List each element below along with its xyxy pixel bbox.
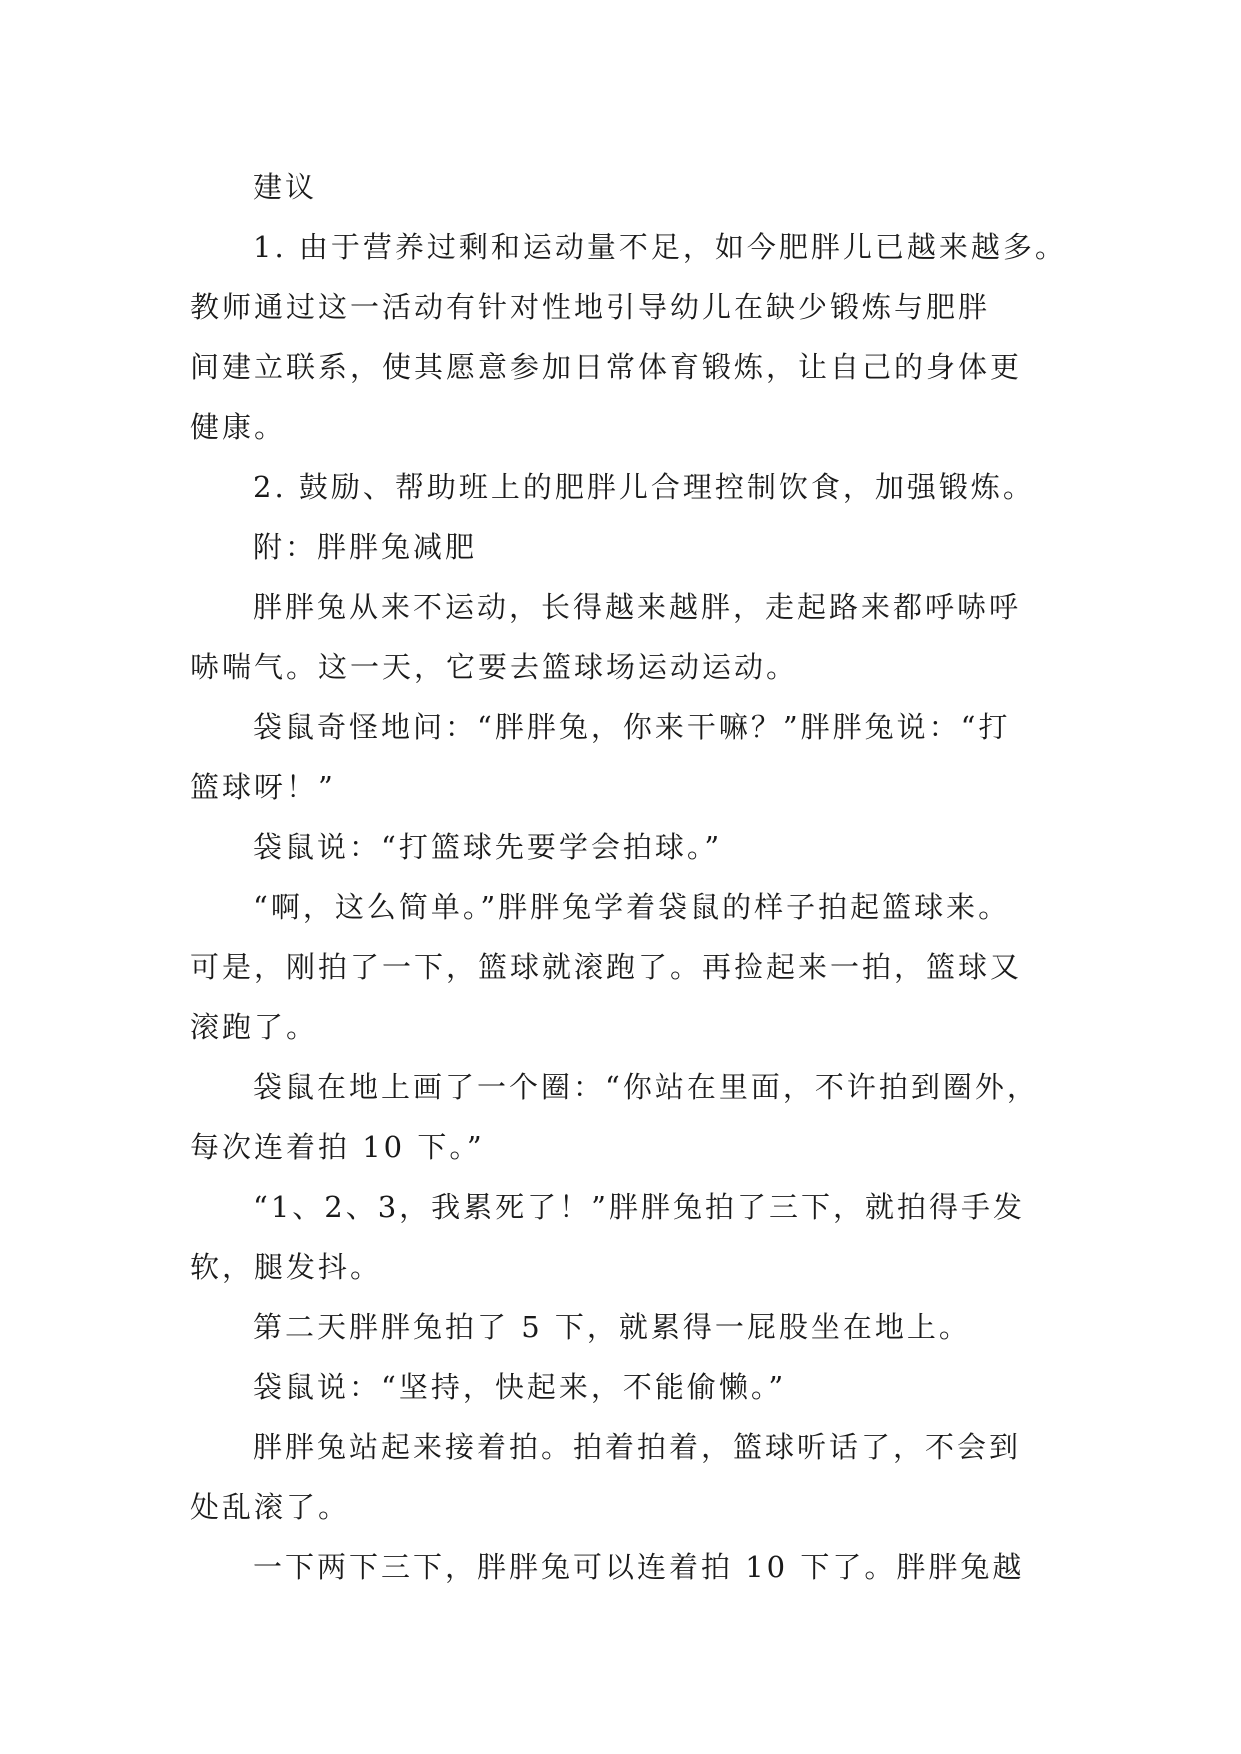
text-line: 篮球呀！” (190, 770, 336, 804)
text-line: 胖胖兔从来不运动，长得越来越胖，走起路来都呼哧呼 (253, 590, 1022, 624)
text-line: 第二天胖胖兔拍了 5 下，就累得一屁股坐在地上。 (253, 1310, 971, 1344)
text-line: 袋鼠说：“打篮球先要学会拍球。” (253, 830, 723, 864)
text-line: 软，腿发抖。 (190, 1250, 383, 1284)
text-line: 哧喘气。这一天，它要去篮球场运动运动。 (190, 650, 799, 684)
text-line: 2. 鼓励、帮助班上的肥胖儿合理控制饮食，加强锻炼。 (253, 470, 1035, 504)
section-heading: 建议 (253, 170, 318, 204)
text-line: 袋鼠奇怪地问：“胖胖兔，你来干嘛？”胖胖兔说：“打 (253, 710, 1011, 744)
text-line: 1. 由于营养过剩和运动量不足，如今肥胖儿已越来越多。 (253, 230, 1067, 264)
text-line: “啊，这么简单。”胖胖兔学着袋鼠的样子拍起篮球来。 (253, 890, 1011, 924)
text-line: 可是，刚拍了一下，篮球就滚跑了。再捡起来一拍，篮球又 (190, 950, 1023, 984)
text-line: 教师通过这一活动有针对性地引导幼儿在缺少锻炼与肥胖 (190, 290, 991, 324)
appendix-title: 附：胖胖兔减肥 (253, 530, 478, 564)
text-line: 间建立联系，使其愿意参加日常体育锻炼，让自己的身体更 (190, 350, 1023, 384)
text-line: 每次连着拍 10 下。” (190, 1130, 485, 1164)
text-line: 处乱滚了。 (190, 1490, 351, 1524)
text-line: 一下两下三下，胖胖兔可以连着拍 10 下了。胖胖兔越 (253, 1550, 1025, 1584)
text-line: 袋鼠说：“坚持，快起来，不能偷懒。” (253, 1370, 787, 1404)
text-line: 袋鼠在地上画了一个圈：“你站在里面，不许拍到圈外， (253, 1070, 1039, 1104)
text-line: 滚跑了。 (190, 1010, 319, 1044)
text-line: 胖胖兔站起来接着拍。拍着拍着，篮球听话了，不会到 (253, 1430, 1022, 1464)
text-line: “1、2、3，我累死了！”胖胖兔拍了三下，就拍得手发 (253, 1190, 1026, 1224)
text-line: 健康。 (190, 410, 287, 444)
